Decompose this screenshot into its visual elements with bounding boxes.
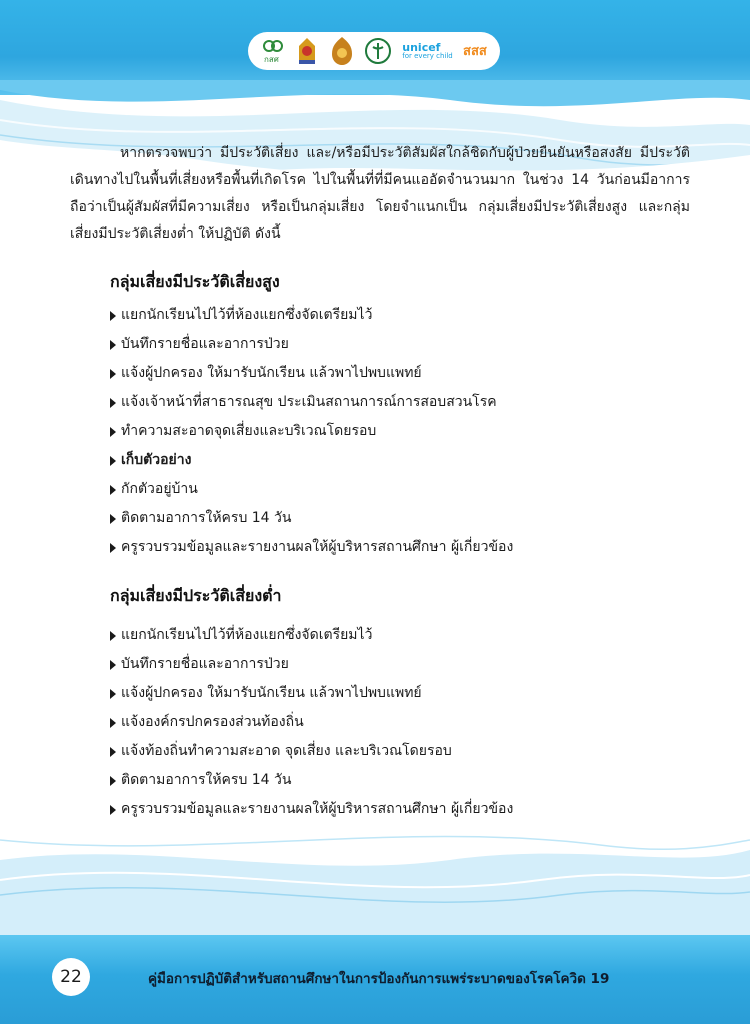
- thaihealth-logo: สสส: [463, 43, 487, 59]
- list-item: แจ้งผู้ปกครอง ให้มารับนักเรียน แล้วพาไปพบแพทย์: [110, 359, 690, 388]
- bullet-icon: [110, 718, 116, 728]
- partner-logos-bar: [248, 32, 500, 70]
- list-item: บันทึกรายชื่อและอาการป่วย: [110, 330, 690, 359]
- list-item: เก็บตัวอย่าง: [110, 446, 690, 475]
- bullet-icon: [110, 398, 116, 408]
- list-item: ทำความสะอาดจุดเสี่ยงและบริเวณโดยรอบ: [110, 417, 690, 446]
- list-item: แยกนักเรียนไปไว้ที่ห้องแยกซึ่งจัดเตรียมไว้: [110, 301, 690, 330]
- bullet-icon: [110, 485, 116, 495]
- page-content: [70, 140, 690, 824]
- bullet-icon: [110, 340, 116, 350]
- svg-text:กสศ: กสศ: [264, 55, 279, 64]
- list-item: ครูรวบรวมข้อมูลและรายงานผลให้ผู้บริหารสถานศึกษา ผู้เกี่ยวข้อง: [110, 533, 690, 562]
- list-item: กักตัวอยู่บ้าน: [110, 475, 690, 504]
- bullet-icon: [110, 747, 116, 757]
- list-item: ติดตามอาการให้ครบ 14 วัน: [110, 504, 690, 533]
- bullet-icon: [110, 456, 116, 466]
- bullet-icon: [110, 660, 116, 670]
- thaihealth-logo-left: [261, 38, 285, 64]
- list-item: แยกนักเรียนไปไว้ที่ห้องแยกซึ่งจัดเตรียมไว้: [110, 621, 690, 650]
- bullet-icon: [110, 805, 116, 815]
- intro-paragraph: หากตรวจพบว่า มีประวัติเสี่ยง และ/หรือมีประวัติสัมผัสใกล้ชิดกับผู้ป่วยยืนยันหรือสงสัย มีประวัติเดินทางไปในพื้นที่เสี่ยงหรือพื้นที่เกิดโรค ไปในพื้นที่ที่มีคนแออัดจำนวนมาก ในช่วง 14 วันก่อนมีอาการ ถือว่าเป็นผู้สัมผัสที่มีความเสี่ยง หรือเป็นกลุ่มเสี่ยง โดยจำแนกเป็น กลุ่มเสี่ยงมีประวัติเสี่ยงสูง และกลุ่มเสี่ยงมีประวัติเสี่ยงต่ำ ให้ปฏิบัติ ดังนี้: [70, 145, 690, 242]
- bullet-icon: [110, 427, 116, 437]
- page-number: 22: [52, 958, 90, 996]
- unicef-tagline: for every child: [402, 52, 453, 60]
- list-item: ครูรวบรวมข้อมูลและรายงานผลให้ผู้บริหารสถานศึกษา ผู้เกี่ยวข้อง: [110, 795, 690, 824]
- footer-title: คู่มือการปฏิบัติสำหรับสถานศึกษาในการป้องกันการแพร่ระบาดของโรคโควิด 19: [148, 971, 610, 987]
- low-risk-list: [70, 621, 690, 824]
- high-risk-list: [70, 301, 690, 562]
- list-item: แจ้งผู้ปกครอง ให้มารับนักเรียน แล้วพาไปพบแพทย์: [110, 679, 690, 708]
- list-item: ติดตามอาการให้ครบ 14 วัน: [110, 766, 690, 795]
- health-dept-logo: [364, 37, 392, 65]
- unicef-logo-text: unicef: [402, 41, 441, 54]
- bullet-icon: [110, 776, 116, 786]
- bullet-icon: [110, 369, 116, 379]
- ministry-seal: [295, 36, 319, 66]
- bullet-icon: [110, 631, 116, 641]
- bullet-icon: [110, 689, 116, 699]
- list-item: บันทึกรายชื่อและอาการป่วย: [110, 650, 690, 679]
- list-item: แจ้งเจ้าหน้าที่สาธารณสุข ประเมินสถานการณ์การสอบสวนโรค: [110, 388, 690, 417]
- bullet-icon: [110, 543, 116, 553]
- bullet-icon: [110, 311, 116, 321]
- bullet-icon: [110, 514, 116, 524]
- high-risk-section-title: กลุ่มเสี่ยงมีประวัติเสี่ยงสูง: [110, 272, 280, 291]
- low-risk-section-title: กลุ่มเสี่ยงมีประวัติเสี่ยงต่ำ: [110, 586, 282, 605]
- list-item: แจ้งท้องถิ่นทำความสะอาด จุดเสี่ยง และบริเวณโดยรอบ: [110, 737, 690, 766]
- education-emblem: [330, 36, 354, 66]
- list-item: แจ้งองค์กรปกครองส่วนท้องถิ่น: [110, 708, 690, 737]
- unicef-logo: [402, 42, 452, 60]
